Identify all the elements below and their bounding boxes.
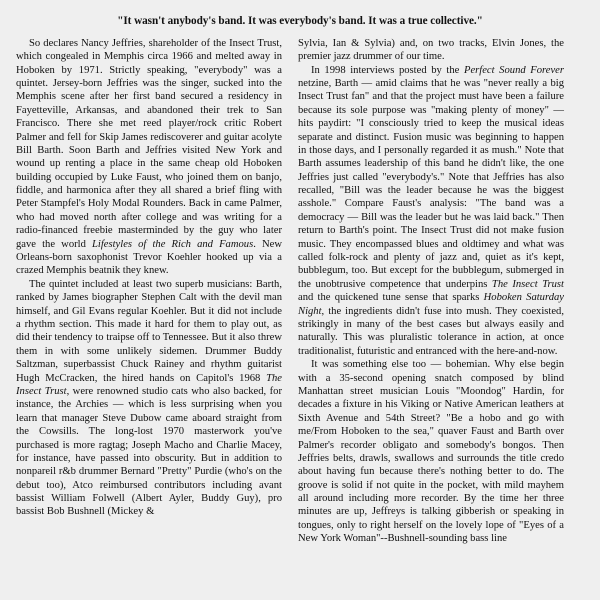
page-headline: "It wasn't anybody's band. It was everybody's band. It was a true collective." (117, 15, 483, 27)
body-paragraph: Sylvia, Ian & Sylvia) and, on two tracks, Elvin Jones, the premier jazz drummer of our time. (298, 37, 564, 63)
italic-title: The Insect Trust (16, 372, 282, 397)
italic-title: Perfect Sound Forever (463, 64, 564, 76)
left-column (16, 37, 282, 519)
right-column (298, 37, 564, 546)
body-paragraph: In 1998 interviews posted by the Perfect Sound Forever netzine, Barth — amid claims that he was "never really a big Insect Trust fan" and that the project must have been a failure because its sole purpose was "making plenty of money" — hits paydirt: "I consciously tried to keep the musical ideas separate and distinct. Fusion music was beginning to happen in those days, and I personally regarded it as mush." Note that Barth assumes leadership of this band he didn't like, the one Jeffries just called "everybody's." Note that Jeffries has also recalled, "Bill was the leader because he was the biggest asshole." Compare Faust's analysis: "The band was a democracy — Bill was the leader but he was laid back." Then return to Barth's point. The Insect Trust did not make fusion music. They encompassed blues and oldtimey and what was called folk-rock and plenty of jazz and, quiet as it's kept, bubblegum, too. But except for the bubblegum, submerged in the unobtrusive competence that underpins The Insect Trust and the quickened tune sense that sparks Hoboken Saturday Night, the ingredients didn't fuse into mush. They coexisted, strikingly in many of the best cases but always easily and naturally. This was pluralistic tolerance in action, at once traditionalist, futuristic and entranced with the here-and-now. (298, 64, 565, 357)
two-column-body (16, 37, 584, 546)
italic-title: Hoboken Saturday Night (298, 292, 565, 317)
body-paragraph: The quintet included at least two superb musicians: Barth, ranked by James biographer Stephen Calt with the devil man himself, and Gil Evans regular Koehler. But it did not include a rhythm section. This made it hard for them to play out, as did their tendency to traipse off to Tennessee. But it also threw them in with some unlikely sidemen. Drummer Buddy Saltzman, superbassist Chuck Rainey and rhythm guitarist Hugh McCracken, the hired hands on Capitol's 1968 The Insect Trust, were renowned studio cats who also backed, for instance, the Archies — which is less surprising when you learn that manager Steve Dubow came aboard straight from the Cowsills. The long-lost 1970 masterwork you've purchased is more ragtag; Joseph Macho and Charlie Macey, for instance, have passed into obscurity. But in addition to nonpareil r&b drummer Bernard "Pretty" Purdie (who's on the debut too), Atco reimbursed contributors including avant bassist William Folwell (Albert Ayler, Buddy Guy), pro bassist Bob Bushnell (Mickey & (16, 278, 282, 518)
headline-block (16, 14, 584, 29)
body-paragraph: So declares Nancy Jeffries, shareholder of the Insect Trust, which congealed in Memphis circa 1966 and melted away in Hoboken by 1971. Strictly speaking, "everybody" was a quintet. Jersey-born Jeffries was the singer, sucked into the Memphis scene after her first band secured a residency in Fayetteville, Arkansas, and abandoned their trek to San Francisco. There she met reed player/rock critic Robert Palmer and fell for Skip James rediscoverer and guitar acolyte Bill Barth. Soon Barth and Jeffries visited New York and wound up renting a place in the same cheap old Hoboken building occupied by Luke Faust, who joined them on banjo, fiddle, and harmonica after they all shared a brief fling with Peter Stampfel's Holy Modal Rounders. Back in came Palmer, who had moved north after college and was writing for a radio-financed freebie masterminded by the guy who later gave the world Lifestyles of the Rich and Famous. New Orleans-born saxophonist Trevor Koehler hooked up via a crazed Memphis beatnik they knew. (16, 37, 282, 277)
italic-title: Lifestyles of the Rich and Famous (92, 238, 254, 250)
italic-title: The Insect Trust (491, 278, 564, 290)
body-paragraph: It was something else too — bohemian. Why else begin with a 35-second opening snatch composed by blind Manhattan street musician Louis "Moondog" Hardin, for decades a fixture in his Viking or Native American leathers at Sixth Avenue and 54th Street? "Be a hobo and go with me/From Hoboken to the sea," quaver Faust and Barth over Palmer's recorder obligato and somebody's bongos. Then Jeffries belts, drawls, swallows and surrounds the title credo about having fun because there's nothing better to do. The groove is solid if not quite in the pocket, with mild mayhem all around including more recorder. By the time her three minutes are up, Jeffreys is talking gibberish or speaking in tongues, only to right herself on the lovely lope of "Eyes of a New York Woman"--Bushnell-sounding bass line (298, 359, 564, 545)
